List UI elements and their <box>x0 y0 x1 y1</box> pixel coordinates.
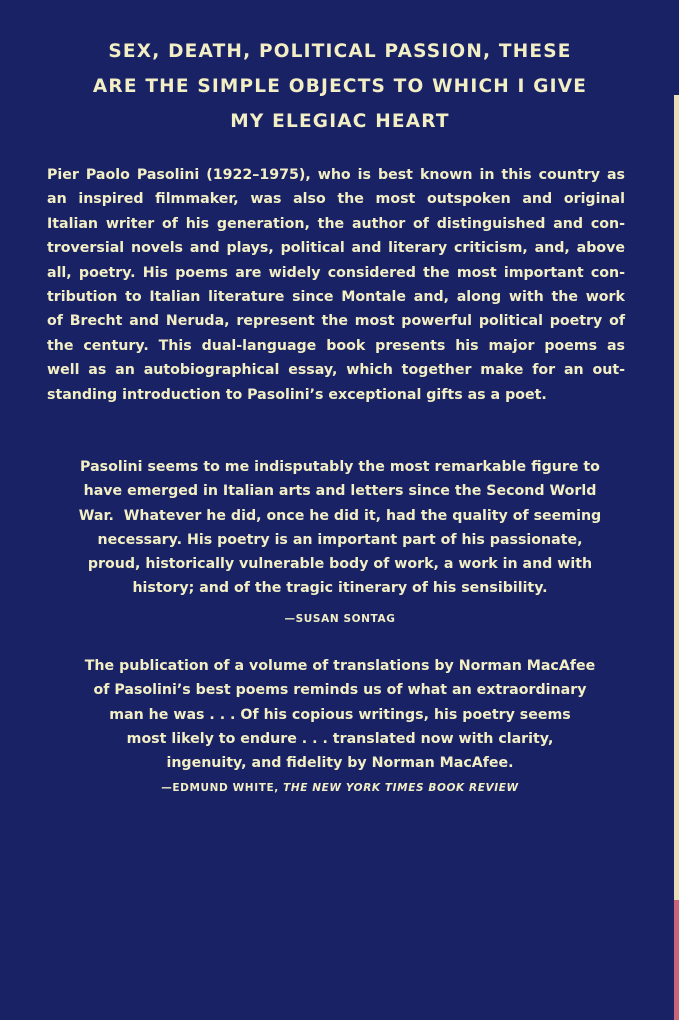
sontag-attribution: —SUSAN SONTAG <box>284 613 396 625</box>
quote-line: necessary. His poetry is an important part of his passionate, <box>97 531 583 548</box>
quote-line: have emerged in Italian arts and letters since the Second World <box>83 483 597 500</box>
description-line: standing introduction to Pasolini’s exceptional gifts as a poet. <box>47 386 547 403</box>
quote-line: of Pasolini’s best poems reminds us of what an extraordinary <box>93 682 587 699</box>
description-line: Pier Paolo Pasolini (1922–1975), who is best known in this country as <box>47 167 625 183</box>
quote-line: ingenuity, and fidelity by Norman MacAfee. <box>166 755 514 772</box>
cover-edge-strip <box>674 0 679 1020</box>
description-line: Italian writer of his generation, the author of distinguished and con- <box>47 215 625 232</box>
description-line: of Brecht and Neruda, represent the most powerful political poetry of <box>47 313 625 330</box>
quote-line: proud, historically vulnerable body of work, a work in and with <box>87 556 593 573</box>
quote-line: War. Whatever he did, once he did it, had the quality of seeming <box>78 507 602 524</box>
quote-line: man he was . . . Of his copious writings, his poetry seems <box>109 706 571 723</box>
headline <box>30 34 650 139</box>
headline-line: MY ELEGIAC HEART <box>230 111 450 132</box>
attribution-name: —EDMUND WHITE, <box>161 782 284 794</box>
quote-line: history; and of the tragic itinerary of his sensibility. <box>132 580 548 597</box>
white-attribution <box>40 782 640 794</box>
headline-line: ARE THE SIMPLE OBJECTS TO WHICH I GIVE <box>92 76 588 97</box>
quote-line: Pasolini seems to me indisputably the most remarkable figure to <box>80 459 600 475</box>
sontag-quote <box>40 455 640 601</box>
description-line: the century. This dual-language book presents his major poems as <box>47 337 625 354</box>
headline-line: SEX, DEATH, POLITICAL PASSION, THESE <box>108 41 572 62</box>
quote-line: The publication of a volume of translations by Norman MacAfee <box>84 658 596 674</box>
description-line: an inspired filmmaker, was also the most outspoken and original <box>47 191 625 208</box>
description-line: tribution to Italian literature since Montale and, along with the work <box>47 289 625 306</box>
description-line: well as an autobiographical essay, which together make for an out- <box>47 362 625 379</box>
attribution-source: THE NEW YORK TIMES BOOK REVIEW <box>283 782 519 794</box>
quote-line: most likely to endure . . . translated now with clarity, <box>126 730 554 747</box>
book-description <box>47 163 625 407</box>
white-quote <box>40 654 640 775</box>
description-line: troversial novels and plays, political and literary criticism, and, above <box>47 240 625 257</box>
description-line: all, poetry. His poems are widely considered the most important con- <box>47 264 625 281</box>
